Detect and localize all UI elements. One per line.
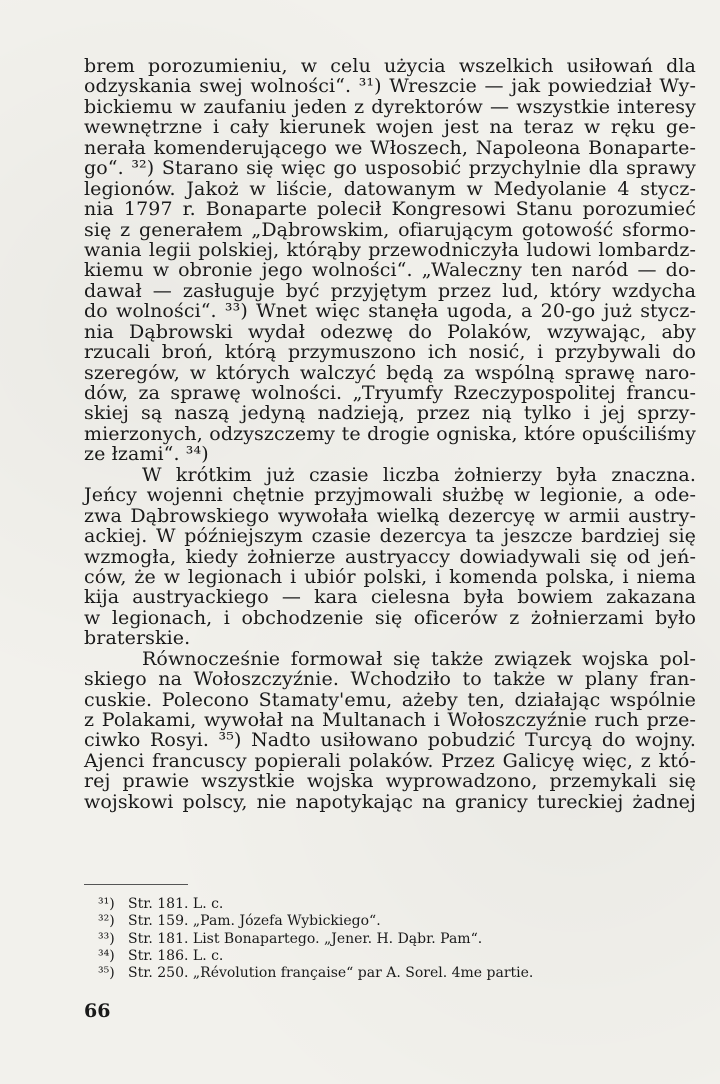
text-line: skiej są naszą jedyną nadzieją, przez nią tylko i jej sprzy- xyxy=(84,402,696,425)
text-line: rzucali broń, którą przymuszono ich nosić, i przybywali do xyxy=(84,341,696,364)
text-line: mierzonych, odzyszczemy te drogie ogniska, które opuściliśmy xyxy=(84,422,696,445)
footnote xyxy=(98,913,668,930)
footnote-text: Str. 181. List Bonapartego. „Jener. H. Dąbr. Pam“. xyxy=(128,930,483,947)
text-line: dawał — zasługuje być przyjętym przez lud, który wzdycha xyxy=(84,279,696,302)
text-line: nia Dąbrowski wydał odezwę do Polaków, wzywając, aby xyxy=(84,320,696,343)
text-line: odzyskania swej wolności“. ³¹) Wreszcie — jak powiedział Wy- xyxy=(84,75,696,98)
footnote-number: ³³) xyxy=(98,930,115,947)
text-line: się z generałem „Dąbrowskim, ofiarującym gotowość sformo- xyxy=(84,218,696,241)
main-text xyxy=(84,56,696,812)
page-number: 66 xyxy=(84,1000,111,1022)
text-line: Równocześnie formował się także związek wojska pol- xyxy=(142,647,696,670)
text-line: W krótkim już czasie liczba żołnierzy była znaczna. xyxy=(142,463,696,486)
footnote xyxy=(98,896,668,913)
text-line: szeregów, w których walczyć będą za wspólną sprawę naro- xyxy=(84,361,696,384)
text-line: wania legii polskiej, którąby przewodniczyła ludowi lombardz- xyxy=(84,238,696,261)
footnote-text: Str. 159. „Pam. Józefa Wybickiego“. xyxy=(128,913,381,930)
text-line: zwa Dąbrowskiego wywołała wielką dezercyę w armii austry- xyxy=(84,504,696,527)
footnote-text: Str. 181. L. c. xyxy=(128,896,224,912)
text-line: w legionach, i obchodzenie się oficerów z żołnierzami było xyxy=(84,606,696,629)
footnote-number: ³⁴) xyxy=(98,947,115,964)
footnote-number: ³⁵) xyxy=(98,965,115,982)
text-line: go“. ³²) Starano się więc go usposobić przychylnie dla sprawy xyxy=(84,157,696,180)
text-line: dów, za sprawę wolności. „Tryumfy Rzeczypospolitej francu- xyxy=(84,382,696,404)
text-line: bickiemu w zaufaniu jeden z dyrektorów — wszystkie interesy xyxy=(84,95,696,118)
text-line: do wolności“. ³³) Wnet więc stanęła ugoda, a 20-go już stycz- xyxy=(84,300,696,323)
text-line: Ajenci francuscy popierali polaków. Przez Galicyę więc, z któ- xyxy=(84,749,696,772)
text-line: wojskowi polscy, nie napotykając na granicy tureckiej żadnej xyxy=(84,790,696,813)
text-line: ze łzami“. ³⁴) xyxy=(84,443,209,466)
text-line: wzmogła, kiedy żołnierze austryaccy dowiadywali się od jeń- xyxy=(84,545,696,568)
text-line: Jeńcy wojenni chętnie przyjmowali służbę w legionie, a ode- xyxy=(84,484,696,507)
footnote xyxy=(98,930,668,948)
text-line: skiego na Wołoszczyźnie. Wchodziło to także w plany fran- xyxy=(84,668,696,691)
text-line: kija austryackiego — kara cielesna była bowiem zakazana xyxy=(84,586,696,609)
footnote-number: ³¹) xyxy=(98,896,115,912)
text-line: wewnętrzne i cały kierunek wojen jest na teraz w ręku ge- xyxy=(84,116,696,139)
text-line: ców, że w legionach i ubiór polski, i komenda polska, i niema xyxy=(84,565,696,588)
text-line: ciwko Rosyi. ³⁵) Nadto usiłowano pobudzić Turcyą do wojny. xyxy=(84,729,696,752)
text-line: legionów. Jakoż w liście, datowanym w Medyolanie 4 stycz- xyxy=(84,177,696,200)
text-line: nerała komenderującego we Włoszech, Napoleona Bonaparte- xyxy=(84,136,696,159)
text-line: kiemu w obronie jego wolności“. „Waleczny ten naród — do- xyxy=(84,259,696,282)
footnote-divider xyxy=(84,884,188,885)
text-line: rej prawie wszystkie wojska wyprowadzono, przemykali się xyxy=(84,770,696,793)
footnote-number: ³²) xyxy=(98,913,115,930)
text-line: brem porozumieniu, w celu użycia wszelkich usiłowań dla xyxy=(84,55,696,77)
text-line: nia 1797 r. Bonaparte polecił Kongresowi Stanu porozumieć xyxy=(84,198,696,221)
text-line: cuskie. Polecono Stamaty'emu, ażeby ten, działając wspólnie xyxy=(84,688,696,711)
footnote-text: Str. 186. L. c. xyxy=(128,947,224,964)
text-line: braterskie. xyxy=(84,627,191,650)
text-line: z Polakami, wywołał na Multanach i Wołoszczyźnie ruch prze- xyxy=(84,709,696,731)
footnote xyxy=(98,947,668,965)
footnotes xyxy=(98,896,668,982)
footnote-text: Str. 250. „Révolution française“ par A. Sorel. 4me partie. xyxy=(128,965,534,982)
text-line: ackiej. W późniejszym czasie dezercya ta jeszcze bardziej się xyxy=(84,525,696,548)
footnote xyxy=(98,965,668,982)
